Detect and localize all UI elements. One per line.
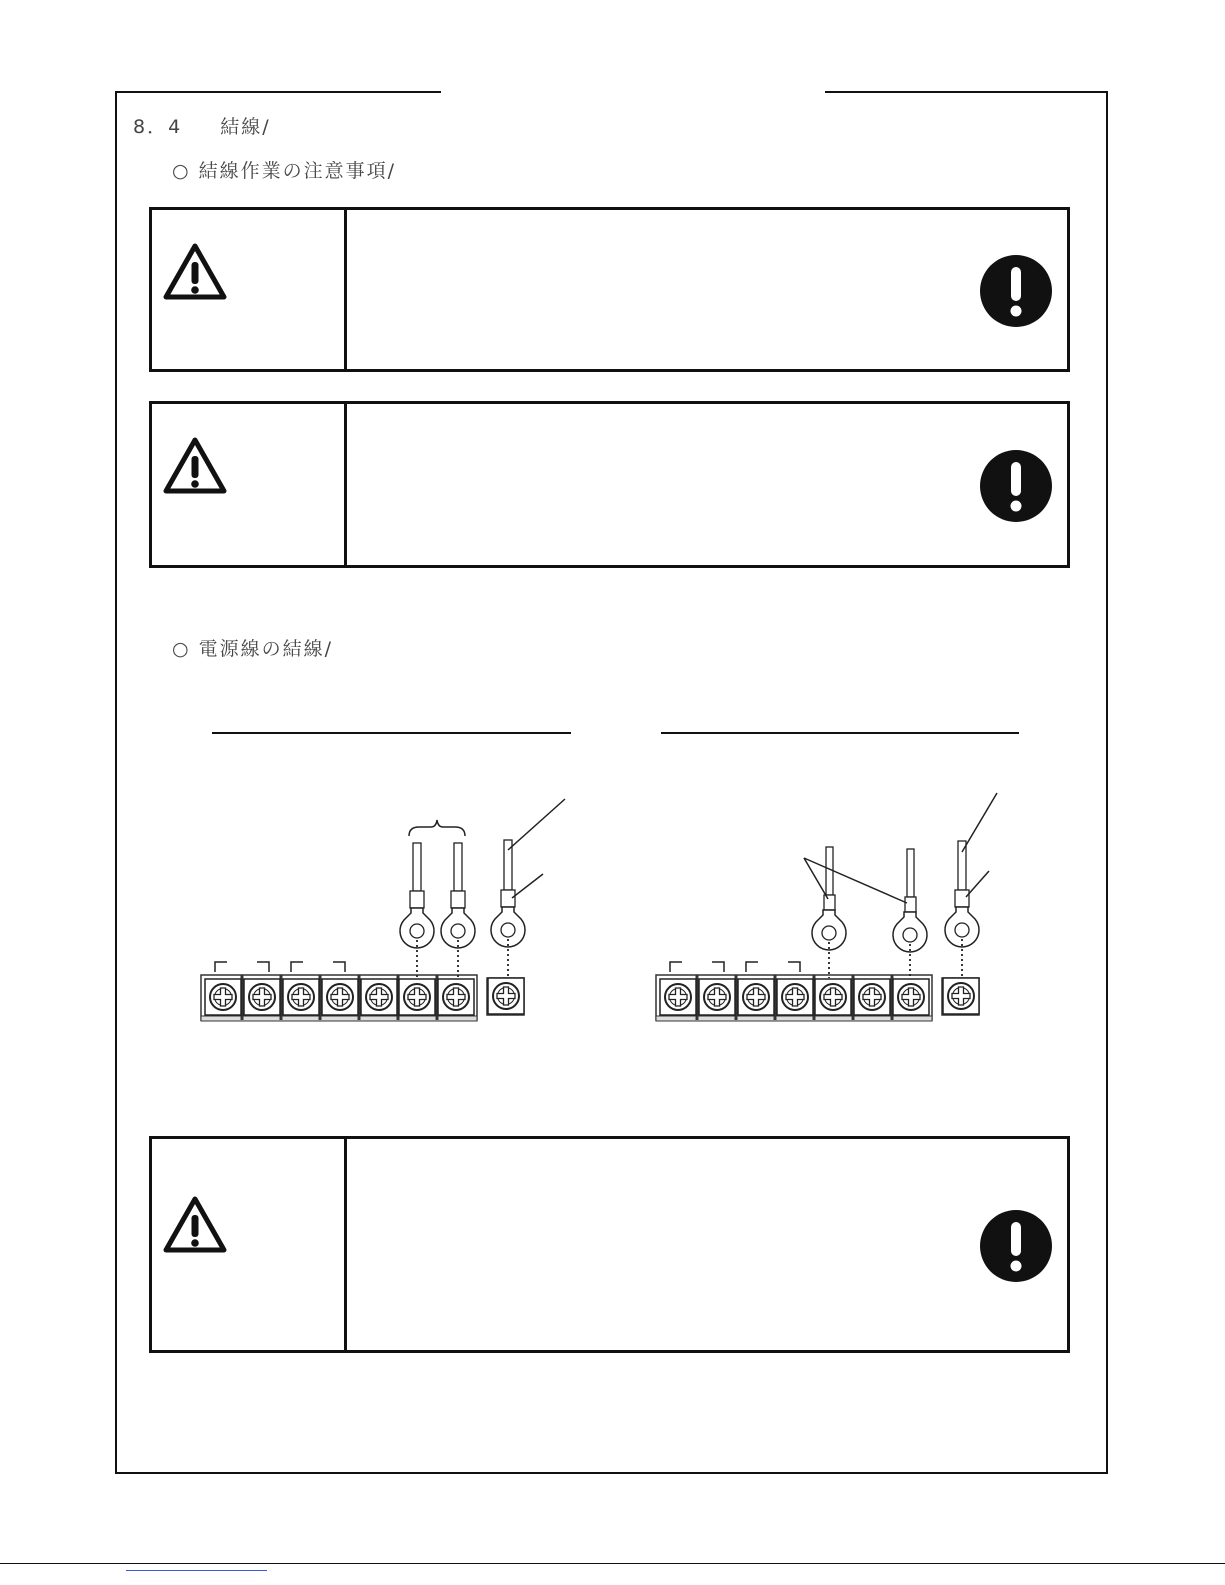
bullet-circle-icon: ○ [172,160,191,182]
terminal-block-left [201,799,565,1021]
section-number: 8．4 [133,116,183,138]
terminal-block-right [656,793,997,1021]
bullet-circle-icon: ○ [172,638,191,660]
section-title: 結線/ [220,116,271,138]
warning-label-cell [152,1139,347,1350]
subsection-title: 電源線の結線/ [198,638,334,660]
mandatory-exclamation-icon [979,1209,1053,1283]
subsection-title: 結線作業の注意事項/ [198,160,397,182]
warning-box-3 [149,1136,1070,1353]
warning-triangle-icon [163,1195,227,1253]
